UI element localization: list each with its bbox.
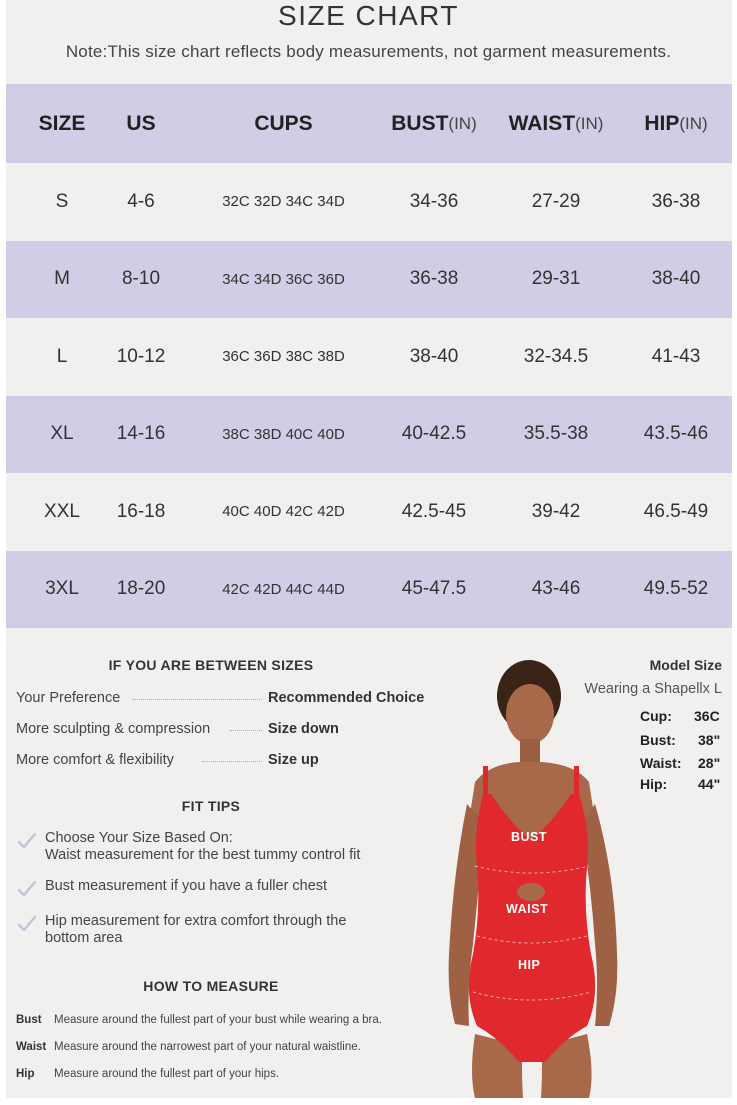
table-row <box>6 473 732 551</box>
model-wearing: Wearing a Shapellx L <box>584 681 722 697</box>
cell-us: 4-6 <box>127 190 155 212</box>
fit-tip-text: Waist measurement for the best tummy control fit <box>45 847 361 863</box>
how-to-measure-heading: HOW TO MEASURE <box>143 978 279 994</box>
size-table <box>6 84 732 628</box>
cell-waist: 43-46 <box>531 578 581 600</box>
measure-desc: Measure around the fullest part of your hips. <box>54 1068 280 1080</box>
cell-waist: 29-31 <box>531 268 581 290</box>
table-header-row <box>6 84 732 163</box>
model-stat-value: 38" <box>698 732 721 748</box>
cell-bust: 34-36 <box>409 190 459 212</box>
fit-tip-item <box>16 878 426 898</box>
cell-hip: 38-40 <box>651 268 701 290</box>
preference-label: More sculpting & compression <box>16 721 211 737</box>
cell-size: M <box>54 268 70 290</box>
cell-size: XXL <box>44 500 80 522</box>
preference-label: More comfort & flexibility <box>16 752 174 768</box>
hip-unit: (IN) <box>679 113 708 133</box>
cell-cups: 36C 36D 38C 38D <box>222 348 345 366</box>
model-stat-label: Hip: <box>640 776 668 792</box>
model-stat-value: 44" <box>698 776 721 792</box>
cell-hip: 49.5-52 <box>643 578 709 600</box>
model-stat-label: Cup: <box>640 708 672 724</box>
measure-desc: Measure around the fullest part of your bust while wearing a bra. <box>54 1014 382 1026</box>
model-stat-value: 28" <box>698 755 721 771</box>
preference-choice: Recommended Choice <box>268 690 425 706</box>
guide-section <box>6 630 732 1098</box>
cell-bust: 45-47.5 <box>401 578 467 600</box>
fit-tip-text: Bust measurement if you have a fuller chest <box>45 878 328 894</box>
model-stat-value: 36C <box>694 708 720 724</box>
preference-row <box>16 690 436 710</box>
model-size-heading: Model Size <box>649 657 722 673</box>
dotted-leader <box>132 699 262 700</box>
page-title: SIZE CHART <box>278 0 459 31</box>
cell-size: XL <box>50 423 74 445</box>
cell-bust: 40-42.5 <box>401 423 467 445</box>
table-row <box>6 241 732 319</box>
hip-label: HIP <box>518 958 541 972</box>
preference-label: Your Preference <box>16 690 121 706</box>
header-bust: BUST (IN) <box>391 111 477 135</box>
table-row <box>6 551 732 629</box>
fit-tip-item <box>16 913 426 949</box>
cell-cups: 42C 42D 44C 44D <box>222 580 345 598</box>
measure-desc: Measure around the narrowest part of your natural waistline. <box>54 1041 361 1053</box>
measure-label: Hip <box>16 1068 35 1080</box>
fit-tip-text: Choose Your Size Based On: <box>45 830 233 846</box>
dotted-leader <box>202 761 262 762</box>
cell-waist: 27-29 <box>531 190 581 212</box>
header-size: SIZE <box>38 111 86 135</box>
check-icon <box>16 830 38 852</box>
cell-bust: 42.5-45 <box>401 500 467 522</box>
cell-bust: 36-38 <box>409 268 459 290</box>
check-icon <box>16 913 38 935</box>
measure-label: Bust <box>16 1014 42 1026</box>
cell-hip: 36-38 <box>651 190 701 212</box>
waist-label: WAIST <box>506 902 549 916</box>
cell-us: 14-16 <box>116 423 166 445</box>
cell-us: 8-10 <box>121 268 161 290</box>
preference-row <box>16 752 436 772</box>
fit-tip-item <box>16 830 426 866</box>
waist-unit: (IN) <box>575 113 604 133</box>
header-waist: WAIST (IN) <box>508 111 604 135</box>
preference-choice: Size down <box>268 721 339 737</box>
cell-waist: 35.5-38 <box>523 423 589 445</box>
cell-us: 18-20 <box>116 578 166 600</box>
preference-choice: Size up <box>268 752 319 768</box>
cell-size: L <box>56 345 68 367</box>
check-icon <box>16 878 38 900</box>
between-sizes-heading: IF YOU ARE BETWEEN SIZES <box>108 657 314 673</box>
cell-size: 3XL <box>45 578 79 600</box>
header-us: US <box>126 111 156 135</box>
cell-cups: 38C 38D 40C 40D <box>222 425 345 443</box>
table-row <box>6 163 732 241</box>
bust-unit: (IN) <box>448 113 477 133</box>
cell-hip: 46.5-49 <box>643 500 709 522</box>
cell-cups: 40C 40D 42C 42D <box>222 503 345 521</box>
cell-us: 16-18 <box>116 500 166 522</box>
dotted-leader <box>230 730 262 731</box>
model-stat-label: Bust: <box>640 732 676 748</box>
cell-cups: 32C 32D 34C 34D <box>222 193 345 211</box>
header-cups: CUPS <box>254 111 313 135</box>
fit-tips-heading: FIT TIPS <box>181 798 241 814</box>
header-hip: HIP (IN) <box>644 111 708 135</box>
cell-hip: 43.5-46 <box>643 423 709 445</box>
fit-tip-text: Hip measurement for extra comfort through the <box>45 913 347 929</box>
cell-bust: 38-40 <box>409 345 459 367</box>
measurement-note: Note:This size chart reflects body measurements, not garment measurements. <box>65 42 672 61</box>
cell-cups: 34C 34D 36C 36D <box>222 270 345 288</box>
measure-label: Waist <box>16 1041 47 1053</box>
cell-size: S <box>55 190 69 212</box>
fit-tip-text: bottom area <box>45 930 123 946</box>
table-row <box>6 318 732 396</box>
cell-hip: 41-43 <box>651 345 701 367</box>
table-row <box>6 396 732 474</box>
cell-us: 10-12 <box>116 345 166 367</box>
cell-waist: 39-42 <box>531 500 581 522</box>
preference-row <box>16 721 436 741</box>
cell-waist: 32-34.5 <box>523 345 589 367</box>
bust-label: BUST <box>511 830 548 844</box>
model-stat-label: Waist: <box>640 755 682 771</box>
